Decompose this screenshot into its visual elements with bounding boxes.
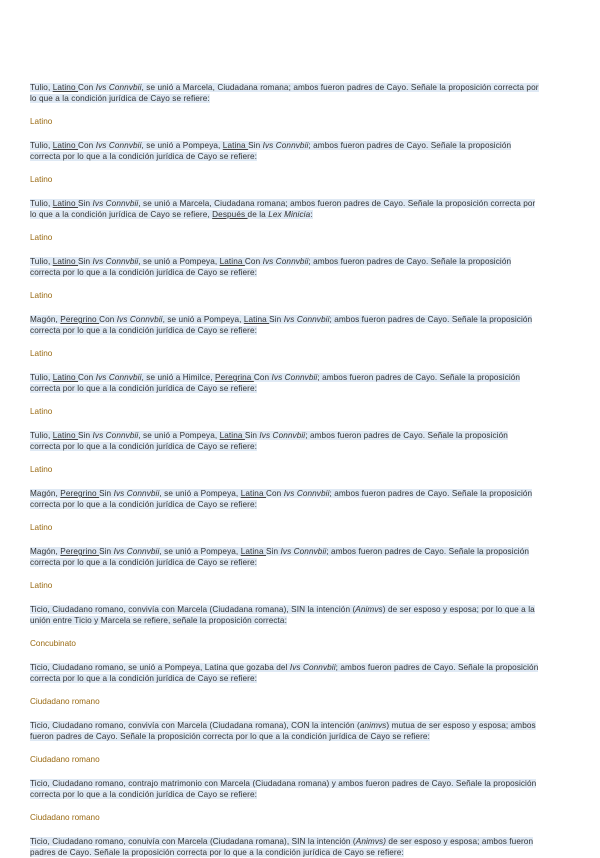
text-segment: Con	[265, 489, 284, 498]
text-segment: , se unió a Pompeya,	[159, 489, 241, 498]
question-highlight	[30, 315, 532, 335]
question-highlight	[30, 605, 535, 625]
italic-term: Ivs Connvbii	[280, 547, 327, 556]
text-segment: Con	[78, 141, 96, 150]
text-segment: Con	[244, 257, 263, 266]
underlined-term: Latina	[219, 257, 245, 266]
answer-text: Latino	[30, 349, 53, 358]
answer-text: Concubinato	[30, 639, 76, 648]
answer-text: Ciudadano romano	[30, 755, 100, 764]
text-segment: ; ambos fueron padres de Cayo. Señale la proposición correcta por lo que a la condición jurídica de Cayo se refiere:	[30, 315, 533, 335]
question-highlight	[30, 431, 508, 451]
text-segment: , se unió a Pompeya,	[138, 257, 220, 266]
question-text	[30, 314, 540, 336]
underlined-term: Latino	[52, 257, 78, 266]
question-text	[30, 372, 540, 394]
italic-term: Ivs Connvbii	[92, 257, 139, 266]
text-segment: ) mutua de ser esposo y esposa; ambos fueron padres de Cayo. Señale la proposición correcta por lo que a la condición jurídica de Cayo se refiere:	[30, 721, 536, 741]
underlined-term: Latino	[52, 373, 78, 382]
italic-term: Animvs	[355, 605, 383, 614]
text-segment: , se unió a Marcela, Ciudadana romana; ambos fueron padres de Cayo. Señale la proposición correcta por lo que a la condición jurídica de Cayo se refiere:	[30, 83, 539, 103]
text-segment: Sin	[244, 431, 260, 440]
italic-term: Animvs)	[355, 837, 387, 846]
question-text	[30, 82, 540, 104]
text-segment: Ticio, Ciudadano romano, conuivía con Marcela (Ciudadana romana), SIN la intención (	[30, 837, 356, 846]
italic-term: Ivs Connvbii	[95, 83, 142, 92]
text-segment: ; ambos fueron padres de Cayo. Señale la proposición correcta por lo que a la condición jurídica de Cayo se refiere:	[30, 141, 512, 161]
text-segment: Ticio, Ciudadano romano, convivía con Marcela (Ciudadana romana), CON la intención (	[30, 721, 360, 730]
italic-term: Ivs Connvbii	[116, 315, 163, 324]
question-text	[30, 256, 540, 278]
text-segment: Sin	[99, 489, 114, 498]
question-highlight	[30, 199, 535, 219]
text-segment: Con	[78, 373, 96, 382]
question-text	[30, 430, 540, 452]
text-segment: Tulio,	[30, 373, 53, 382]
question-highlight	[30, 257, 511, 277]
answer-text: Ciudadano romano	[30, 697, 100, 706]
answer-text: Latino	[30, 175, 53, 184]
text-segment: Magón,	[30, 315, 61, 324]
text-segment: ; ambos fueron padres de Cayo. Señale la proposición correcta por lo que a la condición jurídica de Cayo se refiere:	[30, 663, 539, 683]
underlined-term: Latino	[52, 83, 78, 92]
question-text	[30, 778, 540, 800]
text-segment: ; ambos fueron padres de Cayo. Señale la proposición correcta por lo que a la condición jurídica de Cayo se refiere:	[30, 431, 508, 451]
answer-text: Ciudadano romano	[30, 813, 100, 822]
question-highlight	[30, 489, 532, 509]
italic-term: Ivs Connvbii	[262, 257, 309, 266]
question-text	[30, 140, 540, 162]
answer-text: Latino	[30, 233, 53, 242]
italic-term: Ivs Connvbii	[259, 431, 306, 440]
question-text	[30, 720, 540, 742]
text-segment: Tulio,	[30, 257, 53, 266]
text-segment: , se unió a Marcela, Ciudadana romana; ambos fueron padres de Cayo. Señale la proposición correcta por lo que a la condición jurídica de Cayo se refiere,	[30, 199, 536, 219]
text-segment: Tulio,	[30, 83, 53, 92]
text-segment: de ser esposo y esposa; ambos fueron padres de Cayo. Señale la proposición correcta por lo que a la condición jurídica de Cayo se refiere:	[30, 837, 534, 857]
text-segment: , se unió a Himilce,	[141, 373, 216, 382]
underlined-term: Latino	[52, 199, 78, 208]
text-segment: Con	[78, 83, 96, 92]
underlined-term: Latina	[219, 431, 245, 440]
underlined-term: Peregrino	[60, 547, 100, 556]
question-text	[30, 604, 540, 626]
underlined-term: Latina	[222, 141, 249, 150]
italic-term: Ivs Connvbii	[283, 489, 330, 498]
italic-term: Lex Minicia	[268, 210, 311, 219]
text-segment: Con	[253, 373, 272, 382]
text-segment: , se unió a Pompeya,	[159, 547, 241, 556]
underlined-term: Latino	[52, 141, 78, 150]
underlined-term: Latina	[243, 315, 270, 324]
answer-text: Latino	[30, 523, 53, 532]
question-highlight	[30, 663, 538, 683]
text-segment: Sin	[99, 547, 114, 556]
text-segment: Magón,	[30, 489, 61, 498]
underlined-term: Peregrina	[215, 373, 254, 382]
question-highlight	[30, 83, 539, 103]
text-segment: ) de ser esposo y esposa; por lo que a la unión entre Ticio y Marcela se refiere, señale la proposición correcta:	[30, 605, 535, 625]
text-segment: Sin	[269, 315, 284, 324]
italic-term: Ivs Connvbii	[113, 547, 160, 556]
text-segment: Tulio,	[30, 431, 53, 440]
text-segment: Ticio, Ciudadano romano, se unió a Pompeya, Latina que gozaba del	[30, 663, 290, 672]
italic-term: Ivs Connvbii	[92, 199, 139, 208]
italic-term: Ivs Connvbii	[95, 373, 142, 382]
question-text	[30, 546, 540, 568]
text-segment: Sin	[248, 141, 263, 150]
question-text	[30, 198, 540, 220]
italic-term: Ivs Connvbii	[95, 141, 142, 150]
underlined-term: Peregrino	[60, 315, 100, 324]
text-segment: ; ambos fueron padres de Cayo. Señale la proposición correcta por lo que a la condición jurídica de Cayo se refiere:	[30, 257, 512, 277]
italic-term: Ivs Connvbii	[113, 489, 160, 498]
question-text	[30, 488, 540, 510]
text-segment: :	[310, 210, 313, 219]
underlined-term: Latino	[52, 431, 78, 440]
answer-text: Latino	[30, 117, 53, 126]
italic-term: Ivs Connvbii	[262, 141, 309, 150]
answer-text: Latino	[30, 407, 53, 416]
question-highlight	[30, 547, 529, 567]
answer-text: Latino	[30, 581, 53, 590]
underlined-term: Peregrino	[60, 489, 100, 498]
text-segment: ; ambos fueron padres de Cayo. Señale la proposición correcta por lo que a la condición jurídica de Cayo se refiere:	[30, 373, 521, 393]
text-segment: Con	[99, 315, 117, 324]
question-text	[30, 836, 540, 858]
document-body	[30, 82, 540, 858]
italic-term: Ivs Connvbii	[289, 663, 336, 672]
question-text	[30, 662, 540, 684]
underlined-term: Latina	[240, 547, 266, 556]
text-segment: , se unió a Pompeya,	[138, 431, 220, 440]
text-segment: Sin	[78, 199, 93, 208]
text-segment: ; ambos fueron padres de Cayo. Señale la proposición correcta por lo que a la condición jurídica de Cayo se refiere:	[30, 489, 533, 509]
question-highlight	[30, 837, 533, 857]
italic-term: animvs	[359, 721, 387, 730]
text-segment: Ticio, Ciudadano romano, contrajo matrimonio con Marcela (Ciudadana romana) y ambos fueron padres de Cayo. Señale la proposición correcta por lo que a la condición jurídica de Cayo se refiere:	[30, 779, 537, 799]
text-segment: , se unió a Pompeya,	[162, 315, 244, 324]
question-highlight	[30, 721, 536, 741]
underlined-term: Después	[212, 210, 248, 219]
question-highlight	[30, 373, 520, 393]
text-segment: Ticio, Ciudadano romano, convivía con Marcela (Ciudadana romana), SIN la intención (	[30, 605, 356, 614]
text-segment: Sin	[78, 257, 93, 266]
answer-text: Latino	[30, 465, 53, 474]
text-segment: de la	[247, 210, 269, 219]
text-segment: Tulio,	[30, 199, 53, 208]
text-segment: Magón,	[30, 547, 61, 556]
question-highlight	[30, 141, 511, 161]
question-highlight	[30, 779, 536, 799]
text-segment: Sin	[265, 547, 281, 556]
answer-text: Latino	[30, 291, 53, 300]
text-segment: Sin	[78, 431, 93, 440]
text-segment: Tulio,	[30, 141, 53, 150]
text-segment: , se unió a Pompeya,	[141, 141, 223, 150]
underlined-term: Latina	[240, 489, 266, 498]
italic-term: Ivs Connvbii	[92, 431, 139, 440]
italic-term: Ivs Connvbii	[271, 373, 318, 382]
text-segment: ; ambos fueron padres de Cayo. Señale la proposición correcta por lo que a la condición jurídica de Cayo se refiere:	[30, 547, 530, 567]
italic-term: Ivs Connvbii	[283, 315, 330, 324]
